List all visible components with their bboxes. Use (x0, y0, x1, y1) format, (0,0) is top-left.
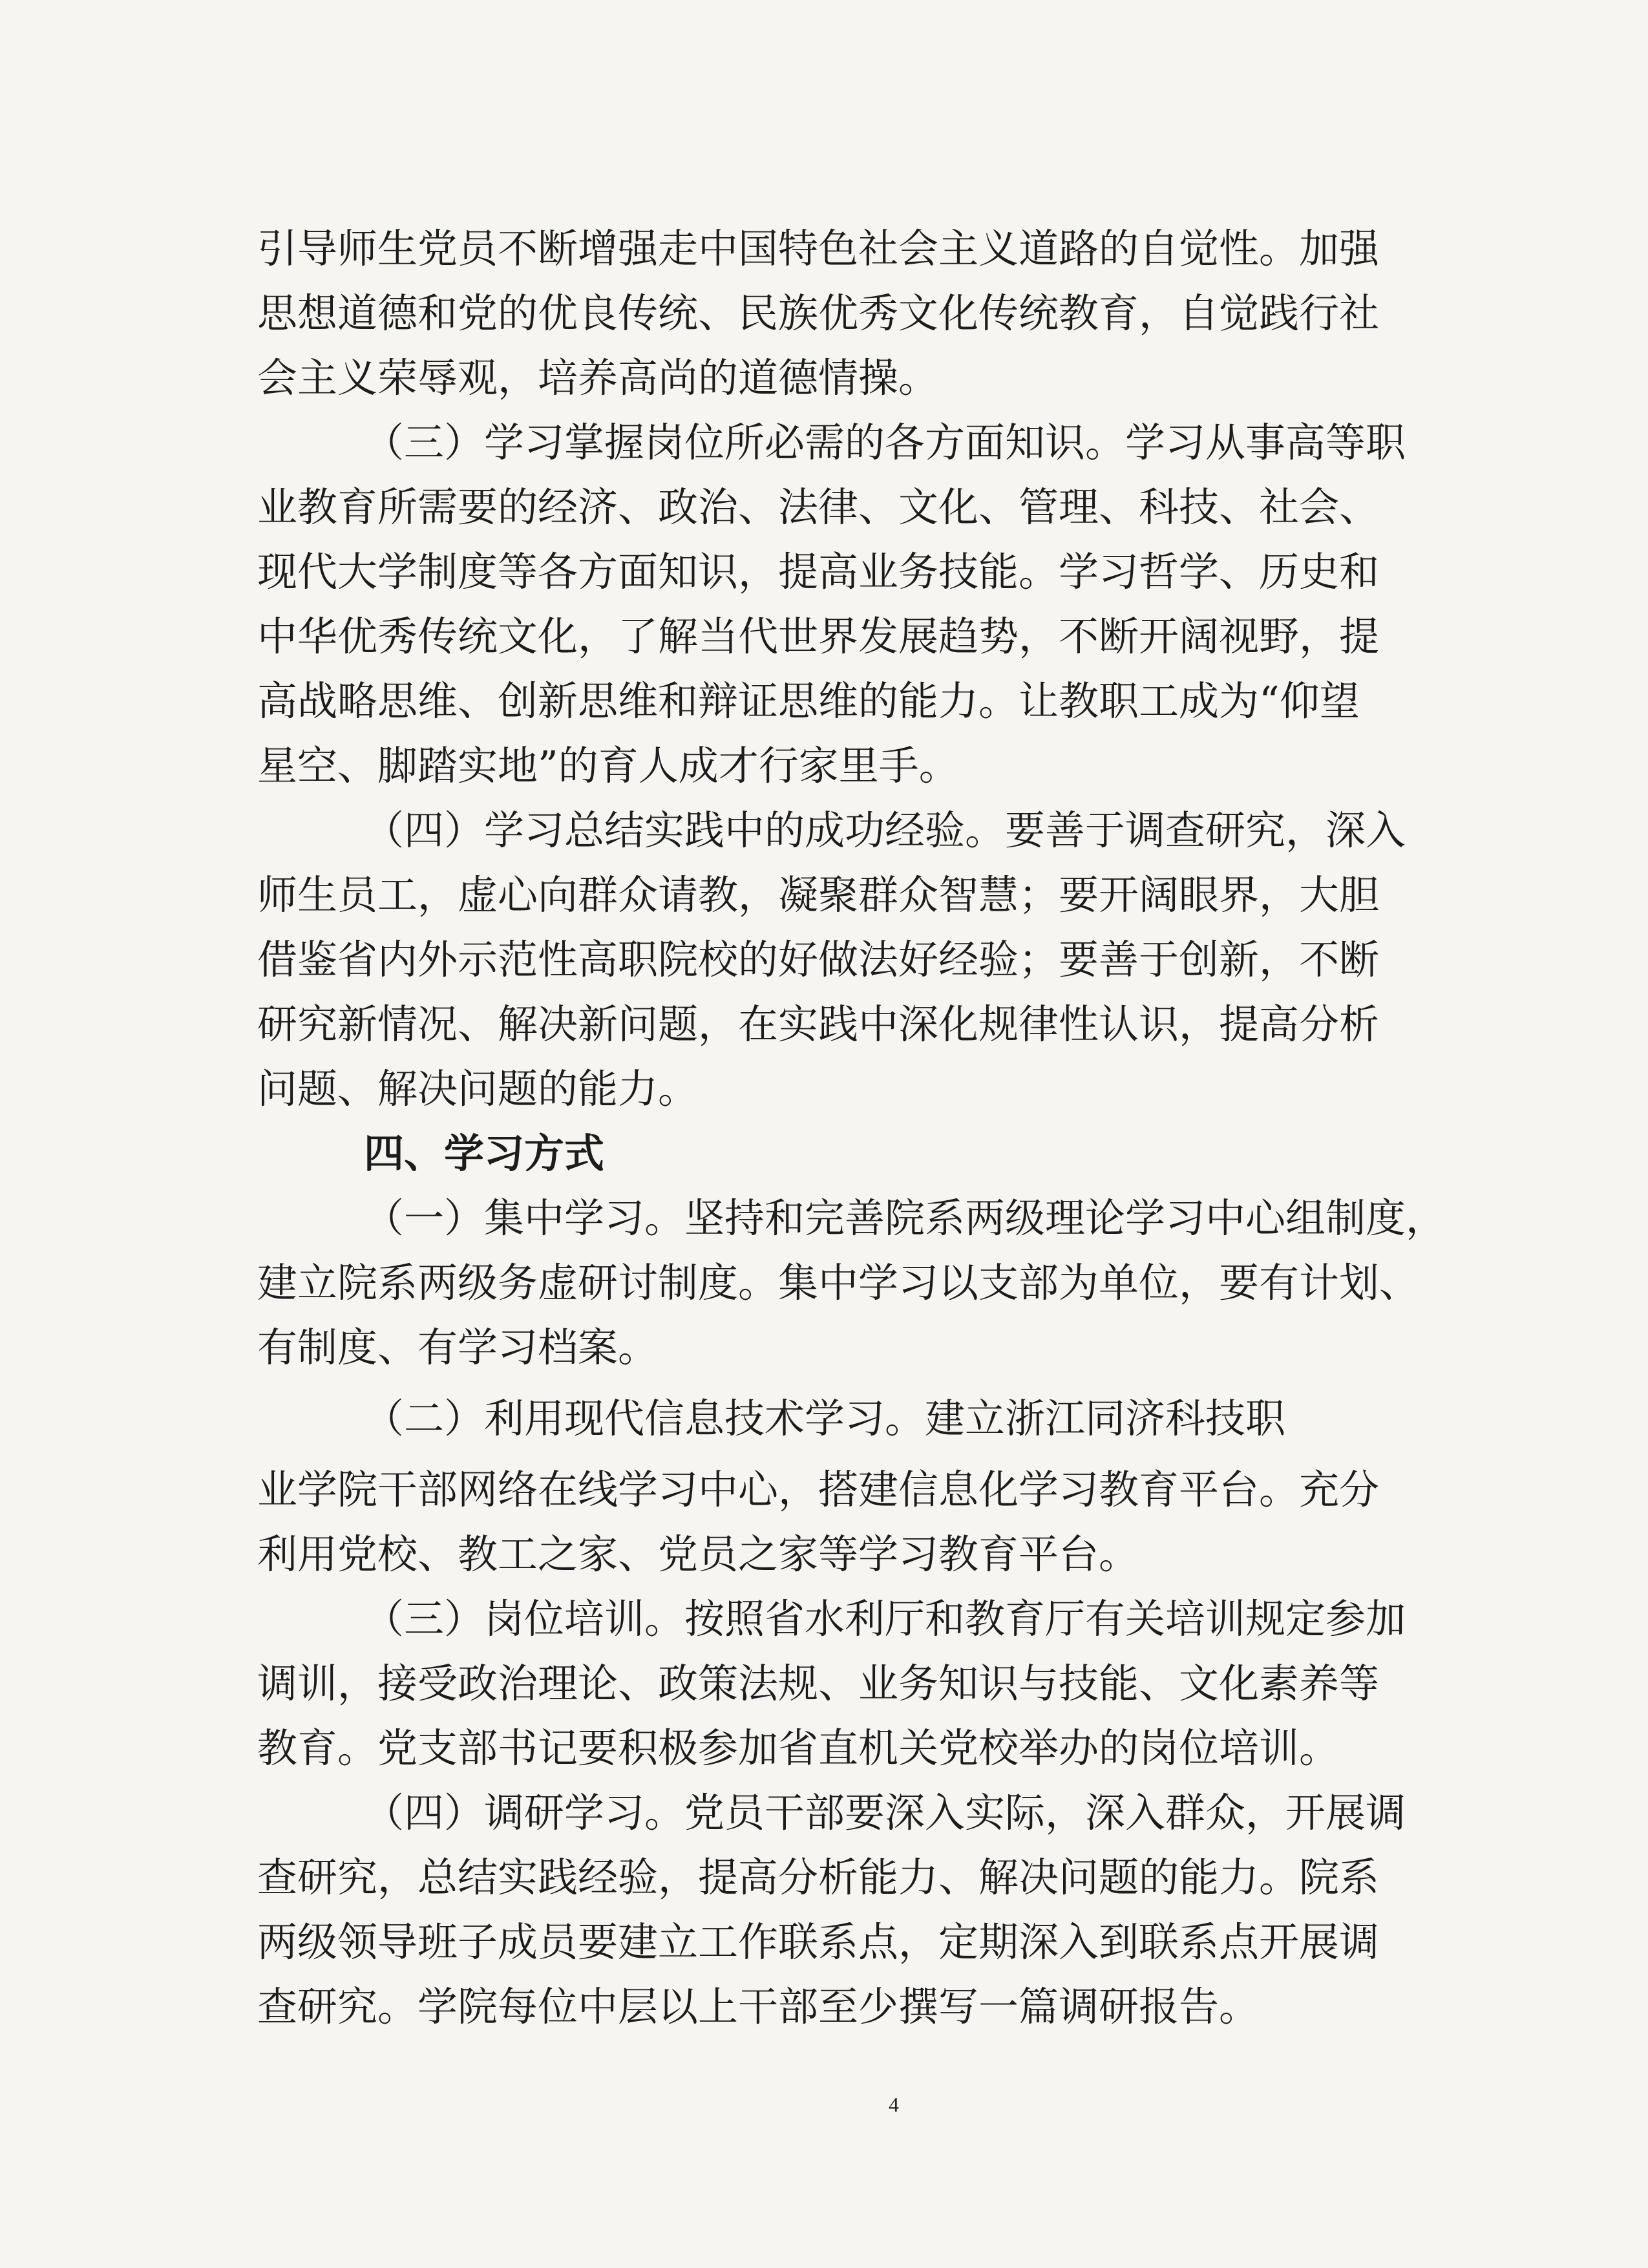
section-heading: 四、学习方式 (364, 1130, 605, 1177)
text-line: 借鉴省内外示范性高职院校的好做法好经验；要善于创新，不断 (257, 936, 1380, 983)
text-line: 引导师生党员不断增强走中国特色社会主义道路的自觉性。加强 (257, 225, 1380, 272)
text-line: 会主义荣辱观，培养高尚的道德情操。 (257, 354, 939, 401)
text-line: 教育。党支部书记要积极参加省直机关党校举办的岗位培训。 (257, 1724, 1340, 1772)
text-line: 建立院系两级务虚研讨制度。集中学习以支部为单位，要有计划、 (257, 1259, 1420, 1306)
text-line: （三）岗位培训。按照省水利厅和教育厅有关培训规定参加 (364, 1595, 1406, 1642)
text-line: 有制度、有学习档案。 (257, 1324, 659, 1371)
text-line: 问题、解决问题的能力。 (257, 1065, 699, 1112)
text-line: 高战略思维、创新思维和辩证思维的能力。让教职工成为“仰望 (257, 677, 1360, 725)
text-line: （四）学习总结实践中的成功经验。要善于调查研究，深入 (364, 807, 1406, 854)
text-line: 星空、脚踏实地”的育人成才行家里手。 (257, 742, 959, 789)
text-line: （四）调研学习。党员干部要深入实际，深入群众，开展调 (364, 1789, 1406, 1836)
text-line: 两级领导班子成员要建立工作联系点，定期深入到联系点开展调 (257, 1918, 1380, 1966)
text-line: 业学院干部网络在线学习中心，搭建信息化学习教育平台。充分 (257, 1466, 1380, 1513)
text-line: 业教育所需要的经济、政治、法律、文化、管理、科技、社会、 (257, 483, 1380, 531)
text-line: 现代大学制度等各方面知识，提高业务技能。学习哲学、历史和 (257, 548, 1380, 595)
text-line: （一）集中学习。坚持和完善院系两级理论学习中心组制度， (364, 1194, 1446, 1242)
text-line: 研究新情况、解决新问题，在实践中深化规律性认识，提高分析 (257, 1001, 1380, 1048)
text-line: （三）学习掌握岗位所必需的各方面知识。学习从事高等职 (364, 419, 1406, 466)
text-line: 查研究。学院每位中层以上干部至少撰写一篇调研报告。 (257, 1983, 1260, 2030)
text-line: 查研究，总结实践经验，提高分析能力、解决问题的能力。院系 (257, 1854, 1380, 1901)
text-line: （二）利用现代信息技术学习。建立浙江同济科技职 (364, 1395, 1286, 1442)
text-line: 调训，接受政治理论、政策法规、业务知识与技能、文化素养等 (257, 1660, 1380, 1707)
text-line: 中华优秀传统文化，了解当代世界发展趋势，不断开阔视野，提 (257, 613, 1380, 660)
text-line: 师生员工，虚心向群众请教，凝聚群众智慧；要开阔眼界，大胆 (257, 871, 1380, 918)
text-line: 利用党校、教工之家、党员之家等学习教育平台。 (257, 1531, 1139, 1578)
page-number: 4 (889, 2093, 899, 2116)
text-line: 思想道德和党的优良传统、民族优秀文化传统教育，自觉践行社 (257, 290, 1380, 337)
